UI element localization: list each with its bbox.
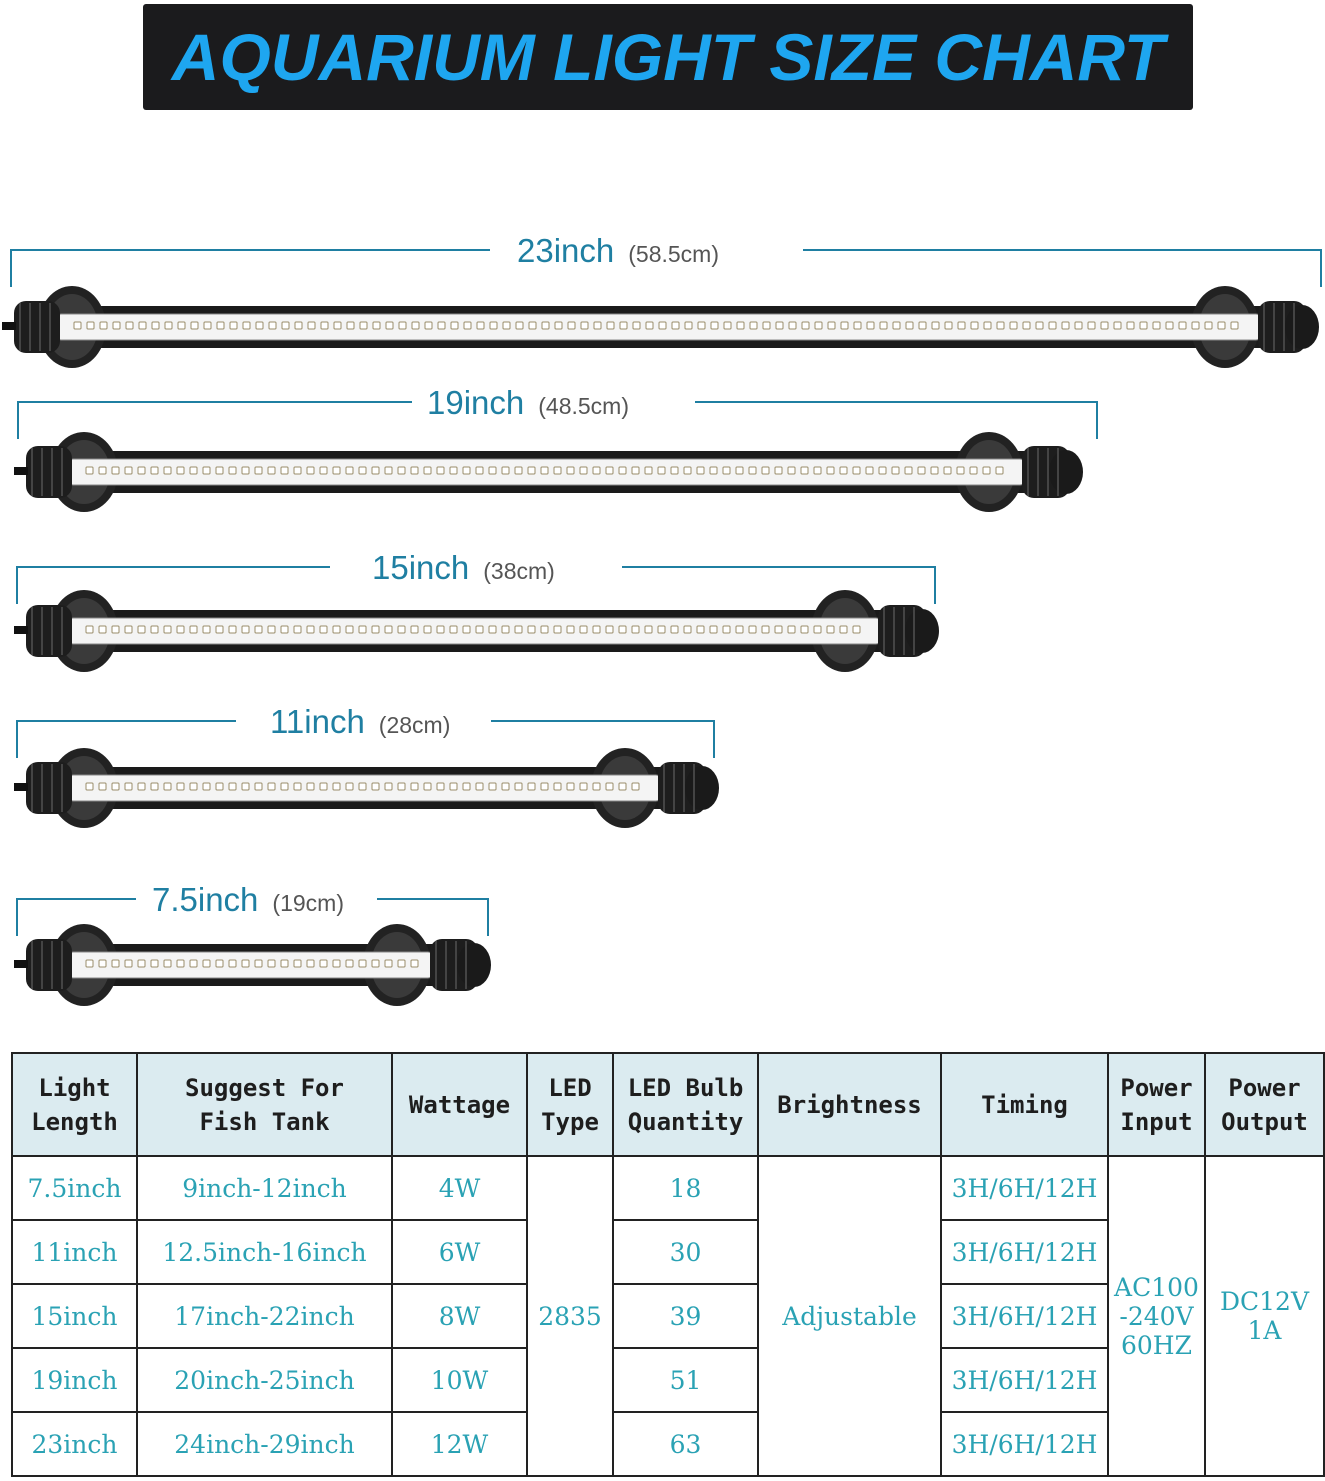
- end-cap-left: [14, 762, 72, 814]
- header-timing: Timing: [941, 1053, 1108, 1156]
- header-power-output: Power Output: [1205, 1053, 1324, 1156]
- dimension-11inch: [0, 703, 1325, 739]
- page-title: AQUARIUM LIGHT SIZE CHART: [171, 20, 1165, 94]
- cell-tank: 20inch-25inch: [137, 1348, 392, 1412]
- cell-wattage: 12W: [392, 1412, 527, 1476]
- end-cap-left: [14, 605, 72, 657]
- table-row: [12, 1156, 1324, 1220]
- cell-timing: 3H/6H/12H: [941, 1348, 1108, 1412]
- cell-power-input: AC100 -240V 60HZ: [1108, 1156, 1205, 1476]
- spec-table: [11, 1052, 1325, 1477]
- light-bar-11inch: [14, 746, 720, 830]
- cell-power-output: DC12V 1A: [1205, 1156, 1324, 1476]
- cell-tank: 24inch-29inch: [137, 1412, 392, 1476]
- end-cap-left: [14, 446, 72, 498]
- length-cm-label: (19cm): [272, 890, 344, 916]
- length-inch-label: 19inch: [427, 384, 525, 421]
- end-cap-left: [14, 939, 72, 991]
- light-bar-23inch: [2, 284, 1320, 370]
- cell-length: 23inch: [12, 1412, 137, 1476]
- cell-tank: 9inch-12inch: [137, 1156, 392, 1220]
- light-bar-19inch: [14, 430, 1084, 514]
- end-cap-right: [430, 939, 491, 991]
- dimension-23inch: [0, 232, 1325, 268]
- length-cm-label: (38cm): [483, 558, 555, 584]
- cell-tank: 12.5inch-16inch: [137, 1220, 392, 1284]
- header-light-length: Light Length: [12, 1053, 137, 1156]
- cell-qty: 30: [613, 1220, 758, 1284]
- cell-length: 15inch: [12, 1284, 137, 1348]
- cell-timing: 3H/6H/12H: [941, 1220, 1108, 1284]
- header-power-input: Power Input: [1108, 1053, 1205, 1156]
- end-cap-right: [1022, 446, 1083, 498]
- end-cap-right: [878, 605, 939, 657]
- cell-qty: 51: [613, 1348, 758, 1412]
- cell-led-type: 2835: [527, 1156, 613, 1476]
- length-cm-label: (58.5cm): [628, 241, 719, 267]
- dimension-15inch: [0, 549, 1325, 585]
- length-cm-label: (28cm): [378, 712, 451, 738]
- dimension-19inch: [0, 384, 1325, 420]
- cell-length: 19inch: [12, 1348, 137, 1412]
- cell-tank: 17inch-22inch: [137, 1284, 392, 1348]
- cell-wattage: 10W: [392, 1348, 527, 1412]
- title-banner: [143, 4, 1193, 110]
- cell-qty: 39: [613, 1284, 758, 1348]
- header-brightness: Brightness: [758, 1053, 941, 1156]
- end-cap-left: [2, 301, 60, 353]
- led-strip: [86, 783, 639, 790]
- light-bar-15inch: [14, 588, 940, 674]
- length-inch-label: 23inch: [517, 232, 615, 269]
- cell-qty: 63: [613, 1412, 758, 1476]
- cell-wattage: 6W: [392, 1220, 527, 1284]
- cell-timing: 3H/6H/12H: [941, 1412, 1108, 1476]
- cell-wattage: 8W: [392, 1284, 527, 1348]
- header-wattage: Wattage: [392, 1053, 527, 1156]
- cell-length: 7.5inch: [12, 1156, 137, 1220]
- end-cap-right: [1258, 301, 1319, 353]
- length-inch-label: 15inch: [372, 549, 470, 586]
- cell-wattage: 4W: [392, 1156, 527, 1220]
- cell-qty: 18: [613, 1156, 758, 1220]
- cell-timing: 3H/6H/12H: [941, 1156, 1108, 1220]
- header-led-type: LED Type: [527, 1053, 613, 1156]
- cell-length: 11inch: [12, 1220, 137, 1284]
- cell-timing: 3H/6H/12H: [941, 1284, 1108, 1348]
- length-inch-label: 7.5inch: [152, 881, 259, 918]
- header-bulb-quantity: LED Bulb Quantity: [613, 1053, 758, 1156]
- cell-brightness: Adjustable: [758, 1156, 941, 1476]
- header-fish-tank: Suggest For Fish Tank: [137, 1053, 392, 1156]
- length-cm-label: (48.5cm): [538, 393, 629, 419]
- length-inch-label: 11inch: [270, 703, 365, 740]
- dimension-7-5inch: [0, 881, 1325, 917]
- table-header-row: [12, 1053, 1324, 1156]
- light-bar-7-5inch: [14, 922, 492, 1008]
- end-cap-right: [658, 762, 719, 814]
